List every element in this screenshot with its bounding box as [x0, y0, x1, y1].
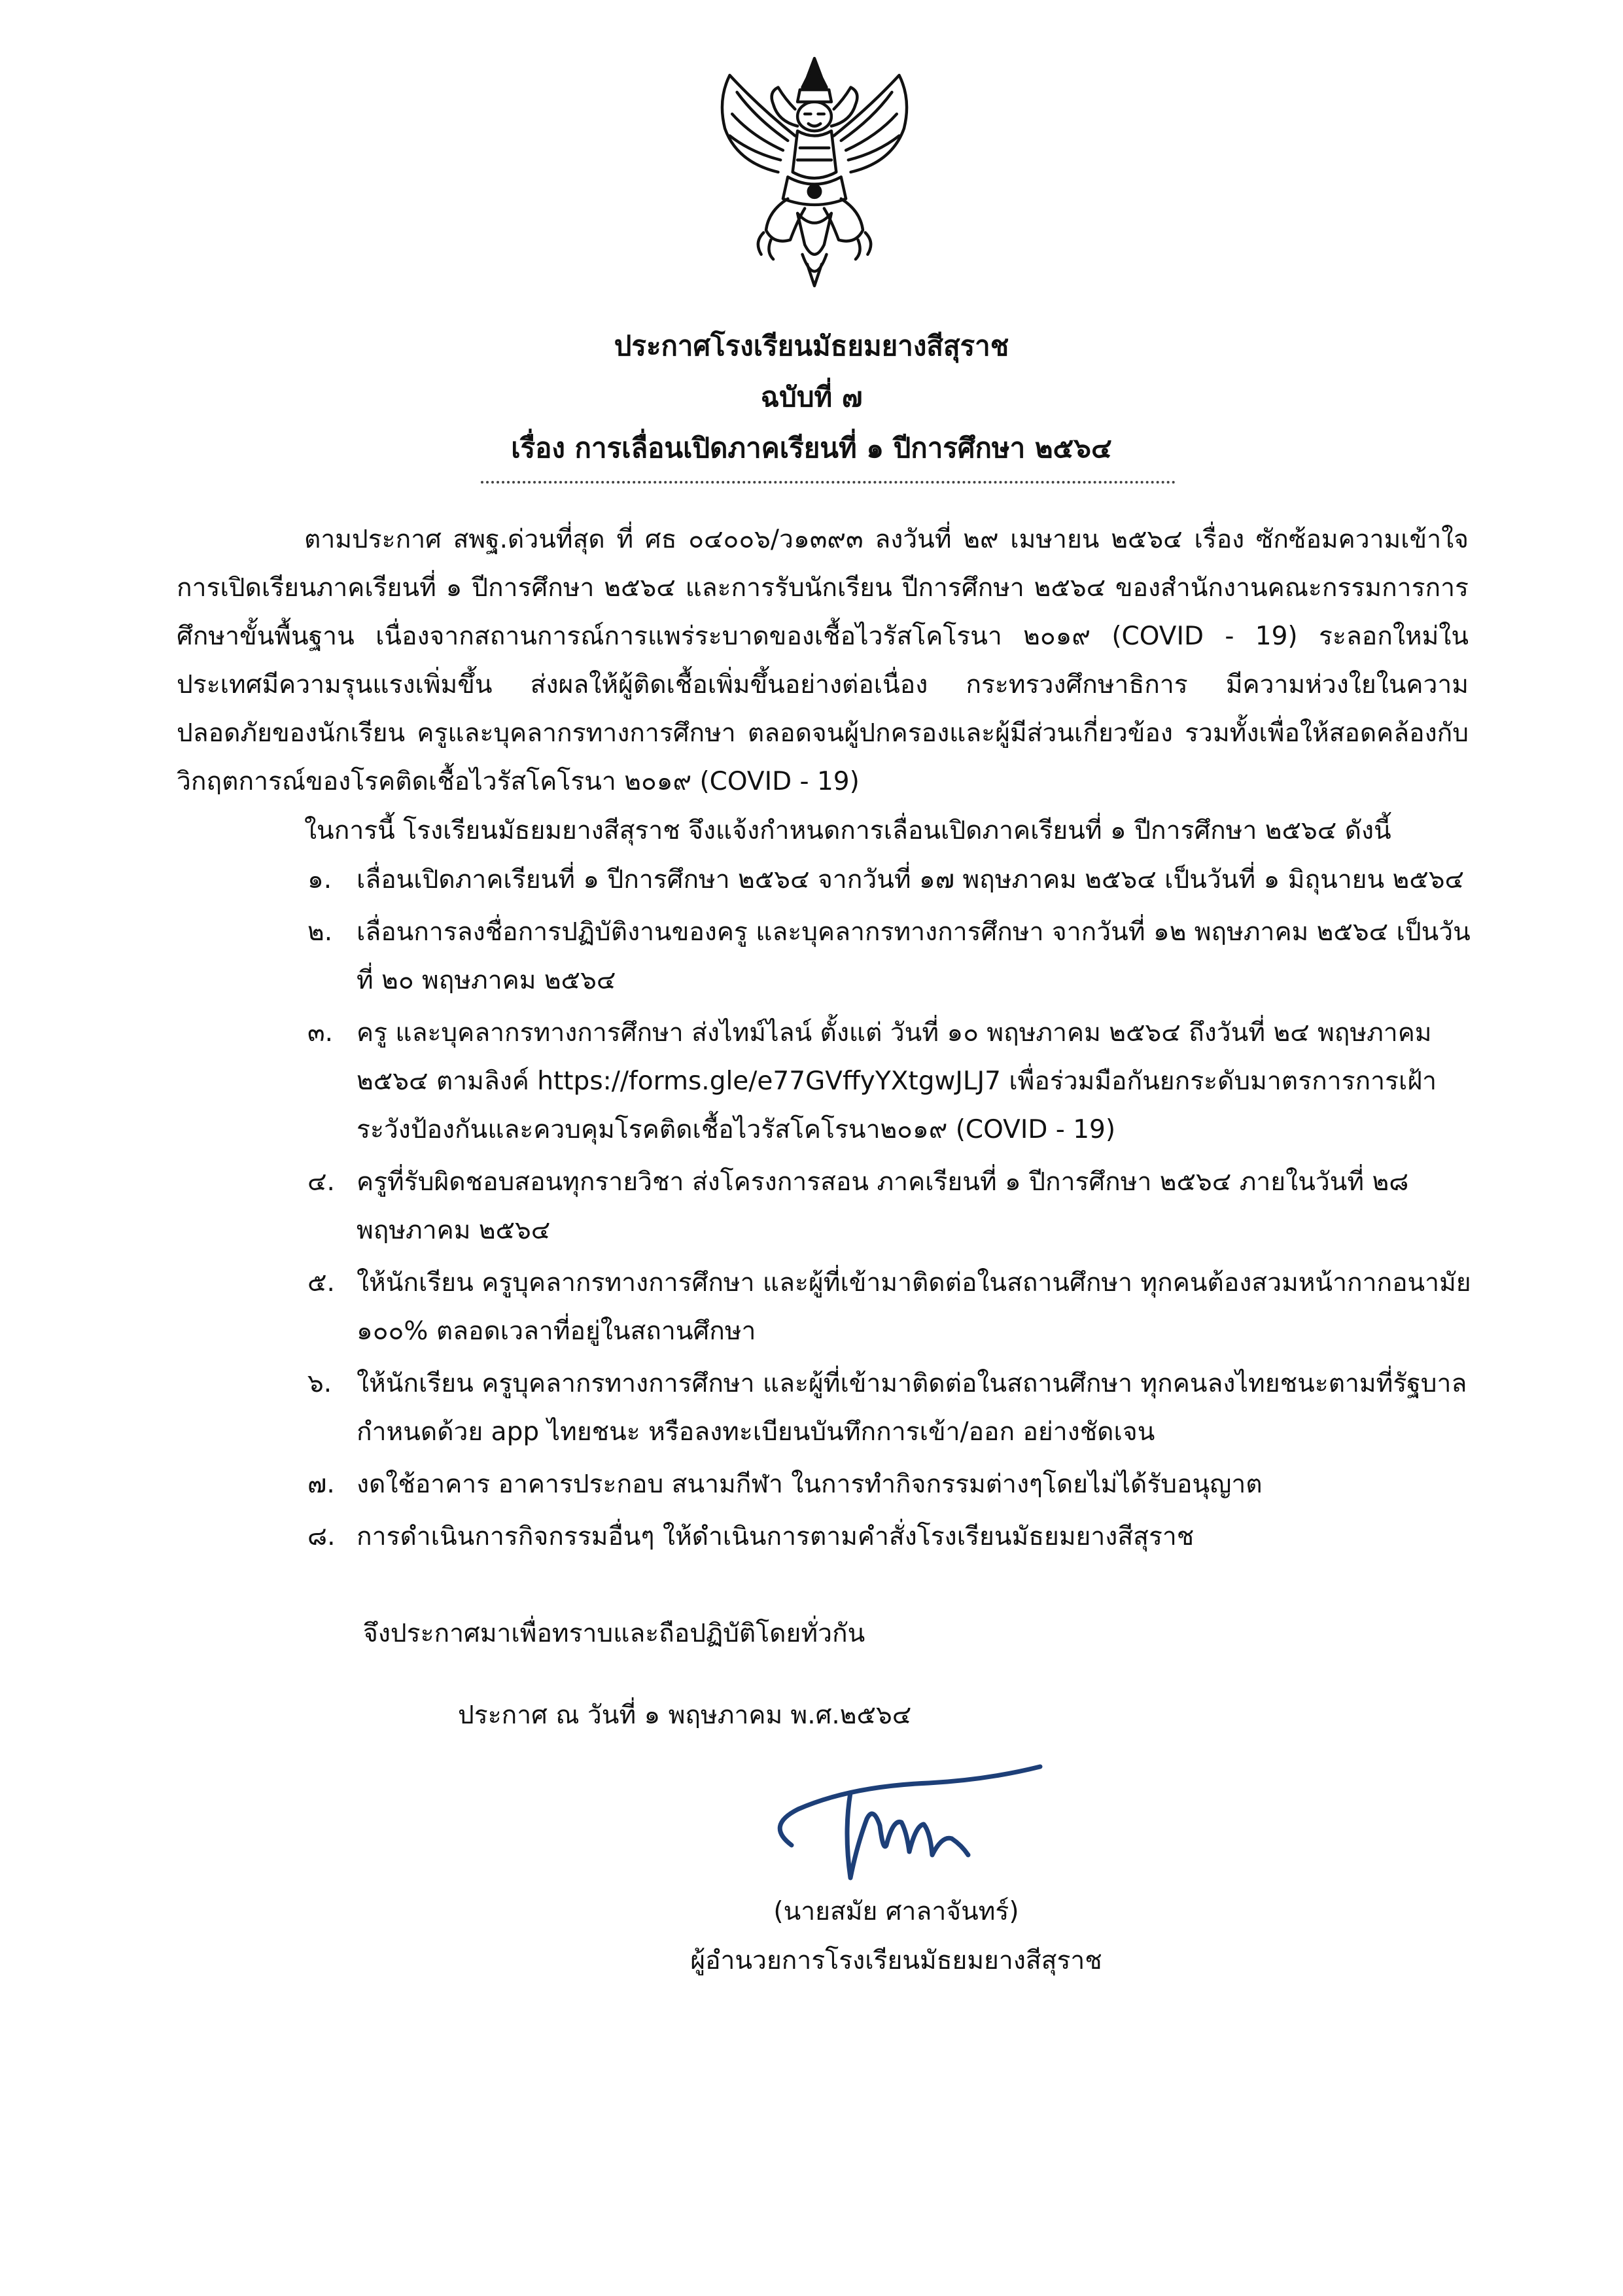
list-item-number: ๑. [307, 865, 332, 894]
body-paragraph-2: ในการนี้ โรงเรียนมัธยมยางสีสุราช จึงแจ้งกำหนดการเลื่อนเปิดภาคเรียนที่ ๑ ปีการศึกษา ๒๕๖๔ ดังนี้ [304, 816, 1391, 845]
list-item [307, 1460, 1478, 1509]
list-item [307, 1513, 1478, 1561]
list-item-number: ๓. [307, 1018, 334, 1048]
list-item-text: ให้นักเรียน ครูบุคลากรทางการศึกษา และผู้ที่เข้ามาติดต่อในสถานศึกษา ทุกคนลงไทยชนะตามที่รัฐบาลกำหนดด้วย app ไทยชนะ หรือลงทะเบียนบันทึกการเข้า/ออก อย่างชัดเจน [357, 1369, 1467, 1447]
list-item-number: ๗. [307, 1470, 335, 1499]
list-item [307, 1360, 1478, 1457]
list-item-number: ๒. [307, 917, 333, 947]
list-item-text: ครูที่รับผิดชอบสอนทุกรายวิชา ส่งโครงการสอน ภาคเรียนที่ ๑ ปีการศึกษา ๒๕๖๔ ภายในวันที่ ๒๘ พฤษภาคม ๒๕๖๔ [357, 1167, 1409, 1245]
list-item-text: เลื่อนการลงชื่อการปฏิบัติงานของครู และบุคลากรทางการศึกษา จากวันที่ ๑๒ พฤษภาคม ๒๕๖๔ เป็นวันที่ ๒๐ พฤษภาคม ๒๕๖๔ [357, 917, 1471, 995]
announcement-header [0, 321, 1623, 474]
body-paragraph-1: ตามประกาศ สพฐ.ด่วนที่สุด ที่ ศธ ๐๔๐๐๖/ว๑๓๙๓ ลงวันที่ ๒๙ เมษายน ๒๕๖๔ เรื่อง ซักซ้อมความเข้าใจการเปิดเรียนภาคเรียนที่ ๑ ปีการศึกษา ๒๕๖๔ และการรับนักเรียน ปีการศึกษา ๒๕๖๔ ของสำนักงานคณะกรรมการการศึกษาขั้นพื้นฐาน เนื่องจากสถานการณ์การแพร่ระบาดของเชื้อไวรัสโคโรนา ๒๐๑๙ (COVID - 19) ระลอกใหม่ในประเทศมีความรุนแรงเพิ่มขึ้น ส่งผลให้ผู้ติดเชื้อเพิ่มขึ้นอย่างต่อเนื่อง กระทรวงศึกษาธิการ มีความห่วงใยในความปลอดภัยของนักเรียน ครูและบุคลากรทางการศึกษา ตลอดจนผู้ปกครองและผู้มีส่วนเกี่ยวข้อง รวมทั้งเพื่อให้สอดคล้องกับวิกฤตการณ์ของโรคติดเชื้อไวรัสโคโรนา ๒๐๑๙ (COVID - 19) [177, 525, 1469, 796]
closing-statement: จึงประกาศมาเพื่อทราบและถือปฏิบัติโดยทั่วกัน [363, 1619, 865, 1648]
list-item-text: การดำเนินการกิจกรรมอื่นๆ ให้ดำเนินการตามคำสั่งโรงเรียนมัธยมยางสีสุราช [357, 1522, 1195, 1551]
list-item-number: ๘. [307, 1522, 336, 1551]
list-item-text: ครู และบุคลากรทางการศึกษา ส่งไทม์ไลน์ ตั้งแต่ วันที่ ๑๐ พฤษภาคม ๒๕๖๔ ถึงวันที่ ๒๔ พฤษภาคม ๒๕๖๔ ตามลิงค์ https://forms.gle/e77GVffyYXtgwJLJ7 เพื่อร่วมมือกันยกระดับมาตรการการเฝ้าระวังป้องกันและควบคุมโรคติดเชื้อไวรัสโคโรนา๒๐๑๙ (COVID - 19) [357, 1018, 1437, 1144]
list-item [307, 1009, 1478, 1154]
list-item-number: ๔. [307, 1167, 335, 1197]
list-item [307, 856, 1478, 904]
signer-name: (นายสมัย ศาลาจันทร์) [773, 1897, 1019, 1926]
announcement-title: ประกาศโรงเรียนมัธยมยางสีสุราช [614, 330, 1009, 362]
list-item-number: ๖. [307, 1369, 332, 1398]
list-item [307, 1158, 1478, 1255]
list-item [307, 908, 1478, 1005]
list-item-text: ให้นักเรียน ครูบุคลากรทางการศึกษา และผู้ที่เข้ามาติดต่อในสถานศึกษา ทุกคนต้องสวมหน้ากากอนามัย ๑๐๐% ตลอดเวลาที่อยู่ในสถานศึกษา [357, 1268, 1471, 1346]
subject-line: เรื่อง การเลื่อนเปิดภาคเรียนที่ ๑ ปีการศึกษา ๒๕๖๔ [511, 432, 1112, 464]
issue-number: ฉบับที่ ๗ [760, 381, 863, 413]
signature-image [752, 1747, 1060, 1898]
announcement-date: ประกาศ ณ วันที่ ๑ พฤษภาคม พ.ศ.๒๕๖๔ [458, 1701, 912, 1730]
signer-position: ผู้อำนวยการโรงเรียนมัธยมยางสีสุราช [690, 1946, 1102, 1975]
measures-list [307, 856, 1478, 1565]
list-item-number: ๕. [307, 1268, 335, 1298]
title-divider [481, 481, 1176, 484]
list-item-text: งดใช้อาคาร อาคารประกอบ สนามกีฬา ในการทำกิจกรรมต่างๆโดยไม่ได้รับอนุญาต [357, 1470, 1263, 1499]
list-item [307, 1259, 1478, 1356]
list-item-text: เลื่อนเปิดภาคเรียนที่ ๑ ปีการศึกษา ๒๕๖๔ จากวันที่ ๑๗ พฤษภาคม ๒๕๖๔ เป็นวันที่ ๑ มิถุนายน ๒๕๖๔ [357, 865, 1465, 894]
garuda-emblem-icon [693, 51, 935, 293]
